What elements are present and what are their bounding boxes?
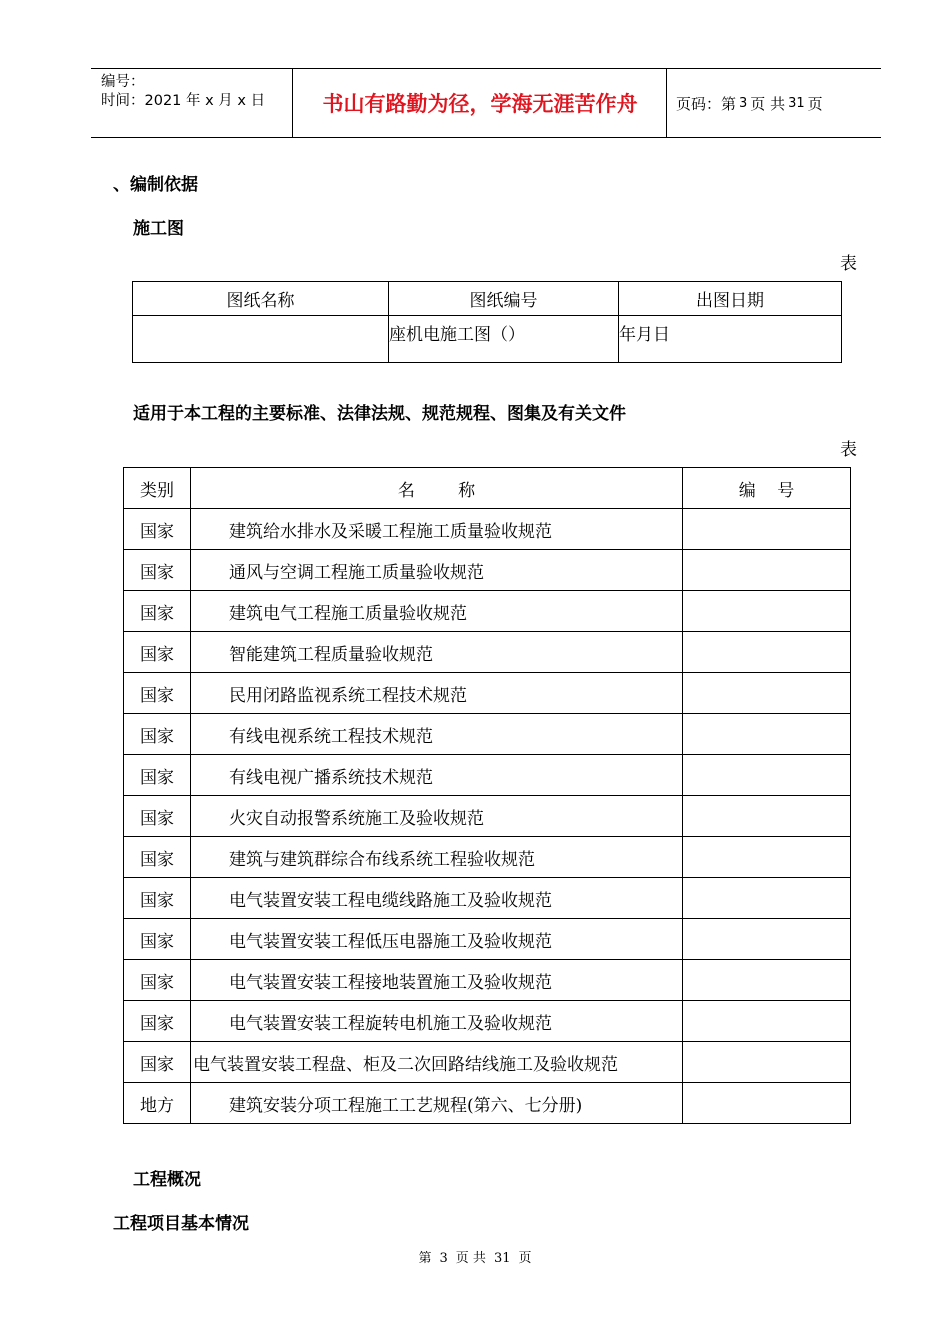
table-row: [124, 673, 851, 714]
table-row: [124, 960, 851, 1001]
table-row: [133, 316, 842, 363]
table-header-row: [124, 468, 851, 509]
table-header-cell: 图纸名称: [133, 282, 389, 316]
category-cell: 国家: [124, 1001, 191, 1042]
category-cell: 地方: [124, 1083, 191, 1124]
name-cell: 通风与空调工程施工质量验收规范: [191, 550, 683, 591]
name-cell: 建筑与建筑群综合布线系统工程验收规范: [191, 837, 683, 878]
table-row: [124, 837, 851, 878]
code-cell: [683, 960, 851, 1001]
code-cell: [683, 632, 851, 673]
category-cell: 国家: [124, 1042, 191, 1083]
code-cell: [683, 837, 851, 878]
footer-suffix: 页: [518, 1251, 532, 1266]
header-divider: [666, 69, 667, 137]
page-footer: [0, 1247, 950, 1266]
table-cell: 座机电施工图（）: [389, 316, 619, 363]
page-label-suffix: 页: [807, 94, 823, 113]
table-header-cell: 类别: [124, 468, 191, 509]
code-cell: [683, 1042, 851, 1083]
table-row: [124, 878, 851, 919]
table-header-cell: 名 称: [191, 468, 683, 509]
table-cell: [133, 316, 389, 363]
table-row: [124, 796, 851, 837]
footer-prefix: 第: [418, 1251, 432, 1266]
page-label-prefix: 页码：第: [676, 94, 737, 113]
header-meta: [101, 73, 265, 111]
category-cell: 国家: [124, 919, 191, 960]
category-cell: 国家: [124, 837, 191, 878]
name-cell: 有线电视系统工程技术规范: [191, 714, 683, 755]
table-row: [124, 550, 851, 591]
category-cell: 国家: [124, 878, 191, 919]
table-row: [124, 755, 851, 796]
category-cell: 国家: [124, 755, 191, 796]
name-cell: 民用闭路监视系统工程技术规范: [191, 673, 683, 714]
category-cell: 国家: [124, 714, 191, 755]
table-row: [124, 509, 851, 550]
header-motto: 书山有路勤为径，学海无涯苦作舟: [322, 92, 638, 116]
name-cell: 智能建筑工程质量验收规范: [191, 632, 683, 673]
name-cell: 电气装置安装工程电缆线路施工及验收规范: [191, 878, 683, 919]
code-cell: [683, 1083, 851, 1124]
header-divider: [292, 69, 293, 137]
table-row: [124, 632, 851, 673]
drawings-table: [132, 281, 842, 363]
footer-current-page: 3: [439, 1251, 448, 1266]
category-cell: 国家: [124, 591, 191, 632]
code-label: 编号：: [101, 74, 145, 90]
category-cell: 国家: [124, 509, 191, 550]
time-label: 时间：2021 年 x 月 x 日: [101, 93, 266, 109]
code-cell: [683, 919, 851, 960]
header-page-number: [676, 69, 823, 137]
category-cell: 国家: [124, 632, 191, 673]
name-cell: 建筑电气工程施工质量验收规范: [191, 591, 683, 632]
name-cell: 电气装置安装工程旋转电机施工及验收规范: [191, 1001, 683, 1042]
name-cell: 火灾自动报警系统施工及验收规范: [191, 796, 683, 837]
category-cell: 国家: [124, 550, 191, 591]
table-row: [124, 591, 851, 632]
code-cell: [683, 591, 851, 632]
name-cell: 建筑安装分项工程施工工艺规程(第六、七分册): [191, 1083, 683, 1124]
name-cell: 有线电视广播系统技术规范: [191, 755, 683, 796]
table-label: 表: [840, 254, 857, 274]
standards-table: [123, 467, 851, 1124]
table-header-cell: 出图日期: [619, 282, 842, 316]
name-cell: 电气装置安装工程低压电器施工及验收规范: [191, 919, 683, 960]
category-cell: 国家: [124, 796, 191, 837]
code-cell: [683, 714, 851, 755]
page-current: 3: [739, 95, 748, 111]
section-overview-heading: 工程概况: [133, 1170, 201, 1190]
table-row: [124, 919, 851, 960]
section-basis-heading: 、编制依据: [113, 175, 198, 195]
code-cell: [683, 878, 851, 919]
table-label: 表: [840, 440, 857, 460]
table-header-cell: 编 号: [683, 468, 851, 509]
table-row: [124, 1083, 851, 1124]
name-cell: 电气装置安装工程盘、柜及二次回路结线施工及验收规范: [191, 1042, 683, 1083]
table-header-cell: 图纸编号: [389, 282, 619, 316]
section-drawings-heading: 施工图: [133, 219, 184, 239]
category-cell: 国家: [124, 673, 191, 714]
footer-total-pages: 31: [493, 1251, 511, 1266]
code-cell: [683, 796, 851, 837]
page-label-mid: 页 共: [750, 94, 786, 113]
table-header-row: [133, 282, 842, 316]
section-standards-heading: 适用于本工程的主要标准、法律法规、规范规程、图集及有关文件: [133, 404, 626, 424]
code-cell: [683, 673, 851, 714]
section-project-basic-heading: 工程项目基本情况: [113, 1214, 249, 1234]
category-cell: 国家: [124, 960, 191, 1001]
code-cell: [683, 1001, 851, 1042]
code-cell: [683, 509, 851, 550]
page-total: 31: [788, 95, 805, 111]
code-cell: [683, 550, 851, 591]
table-row: [124, 714, 851, 755]
code-cell: [683, 755, 851, 796]
document-header: [91, 68, 881, 138]
name-cell: 电气装置安装工程接地装置施工及验收规范: [191, 960, 683, 1001]
footer-mid: 页 共: [455, 1251, 486, 1266]
table-cell: 年月日: [619, 316, 842, 363]
table-row: [124, 1042, 851, 1083]
name-cell: 建筑给水排水及采暖工程施工质量验收规范: [191, 509, 683, 550]
table-row: [124, 1001, 851, 1042]
